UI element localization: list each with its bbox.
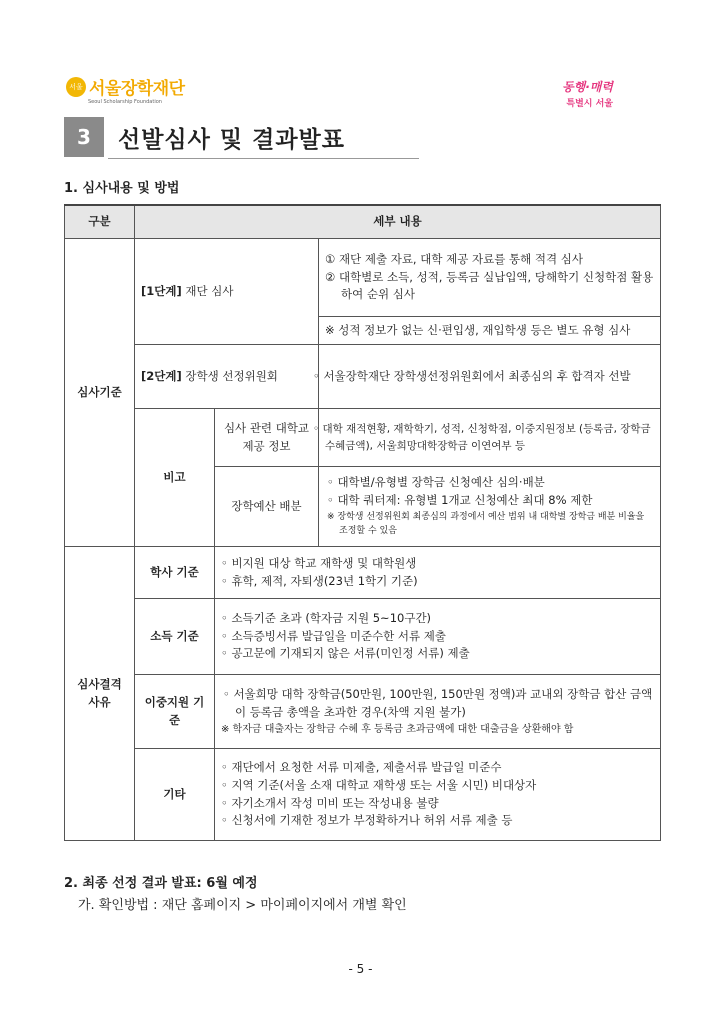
remark2-detail: ◦ 대학별/유형별 장학금 신청예산 심의·배분 ◦ 대학 쿼터제: 유형별 1개교 신청예산 최대 8% 제한 ※ 장학생 선정위원회 최종심의 과정에서 예산 범위 내 대학별 장학금 배분 비율을 조정할 수 있음 xyxy=(319,467,661,547)
other-detail: ◦ 재단에서 요청한 서류 미제출, 제출서류 발급일 미준수 ◦ 지역 기준(서울 소재 대학교 재학생 또는 서울 시민) 비대상자 ◦ 자기소개서 작성 미비 또는 작성내용 불량 ◦ 신청서에 기재한 정보가 부정확하거나 허위 서류 제출 등 xyxy=(215,749,661,841)
review-table xyxy=(64,204,661,841)
seoul-slogan-logo xyxy=(525,78,613,109)
slogan-line2: 특별시 서울 xyxy=(566,99,613,109)
remark1-detail: ◦ 대학 재적현황, 재학학기, 성적, 신청학점, 이중지원정보 (등록금, 장학금 수혜금액), 서울희망대학장학금 이연여부 등 xyxy=(319,409,661,467)
other-label: 기타 xyxy=(135,749,215,841)
step1-label: [1단계] 재단 심사 xyxy=(135,239,319,345)
section-title: 선발심사 및 결과발표 xyxy=(118,127,345,153)
section-underline xyxy=(108,158,419,159)
subsection-heading-1: 1. 심사내용 및 방법 xyxy=(64,181,180,196)
remark1-label: 심사 관련 대학교 제공 정보 xyxy=(215,409,319,467)
table-row xyxy=(65,749,661,841)
double-label: 이중지원 기준 xyxy=(135,675,215,749)
double-detail: ◦ 서울희망 대학 장학금(50만원, 100만원, 150만원 정액)과 교내외 장학금 합산 금액이 등록금 총액을 초과한 경우(차액 지원 불가) ※ 학자금 대출자는 장학금 수혜 후 등록금 초과금액에 대한 대출금을 상환해야 함 xyxy=(215,675,661,749)
header-category: 구분 xyxy=(65,205,135,239)
step1-note: ※ 성적 정보가 없는 신·편입생, 재입학생 등은 별도 유형 심사 xyxy=(319,317,661,345)
income-label: 소득 기준 xyxy=(135,599,215,675)
table-header-row xyxy=(65,205,661,239)
result-check-method: 가. 확인방법 : 재단 홈페이지 > 마이페이지에서 개별 확인 xyxy=(78,898,407,913)
section-number: 3 xyxy=(64,117,104,157)
page-number: - 5 - xyxy=(348,962,373,976)
table-row xyxy=(65,547,661,599)
foundation-name: 서울장학재단 xyxy=(89,79,185,99)
income-detail: ◦ 소득기준 초과 (학자금 지원 5~10구간) ◦ 소득증빙서류 발급일을 미준수한 서류 제출 ◦ 공고문에 기재되지 않은 서류(미인정 서류) 제출 xyxy=(215,599,661,675)
table-row xyxy=(65,599,661,675)
subsection-heading-2: 2. 최종 선정 결과 발표: 6월 예정 xyxy=(64,876,258,891)
table-row xyxy=(65,675,661,749)
table-row xyxy=(65,409,661,467)
remark2-label: 장학예산 배분 xyxy=(215,467,319,547)
academic-label: 학사 기준 xyxy=(135,547,215,599)
academic-detail: ◦ 비지원 대상 학교 재학생 및 대학원생 ◦ 휴학, 제적, 자퇴생(23년 1학기 기준) xyxy=(215,547,661,599)
disqualify-label: 심사결격 사유 xyxy=(65,547,135,841)
foundation-subtitle: Seoul Scholarship Foundation xyxy=(88,99,162,105)
table-row xyxy=(65,345,661,409)
step2-label: [2단계] 장학생 선정위원회 xyxy=(135,345,319,409)
remark-label: 비고 xyxy=(135,409,215,547)
step2-detail: ◦ 서울장학재단 장학생선정위원회에서 최종심의 후 합격자 선발 xyxy=(319,345,661,409)
criteria-label: 심사기준 xyxy=(65,239,135,547)
slogan-line1: 동행·매력 xyxy=(562,80,613,94)
header-detail: 세부 내용 xyxy=(135,205,661,239)
step1-detail: ① 재단 제출 자료, 대학 제공 자료를 통해 적격 심사 ② 대학별로 소득, 성적, 등록금 실납입액, 당해학기 신청학점 활용하여 순위 심사 xyxy=(319,239,661,317)
foundation-logo xyxy=(66,74,185,99)
table-row xyxy=(65,239,661,317)
seal-icon: 서울 xyxy=(66,77,86,97)
